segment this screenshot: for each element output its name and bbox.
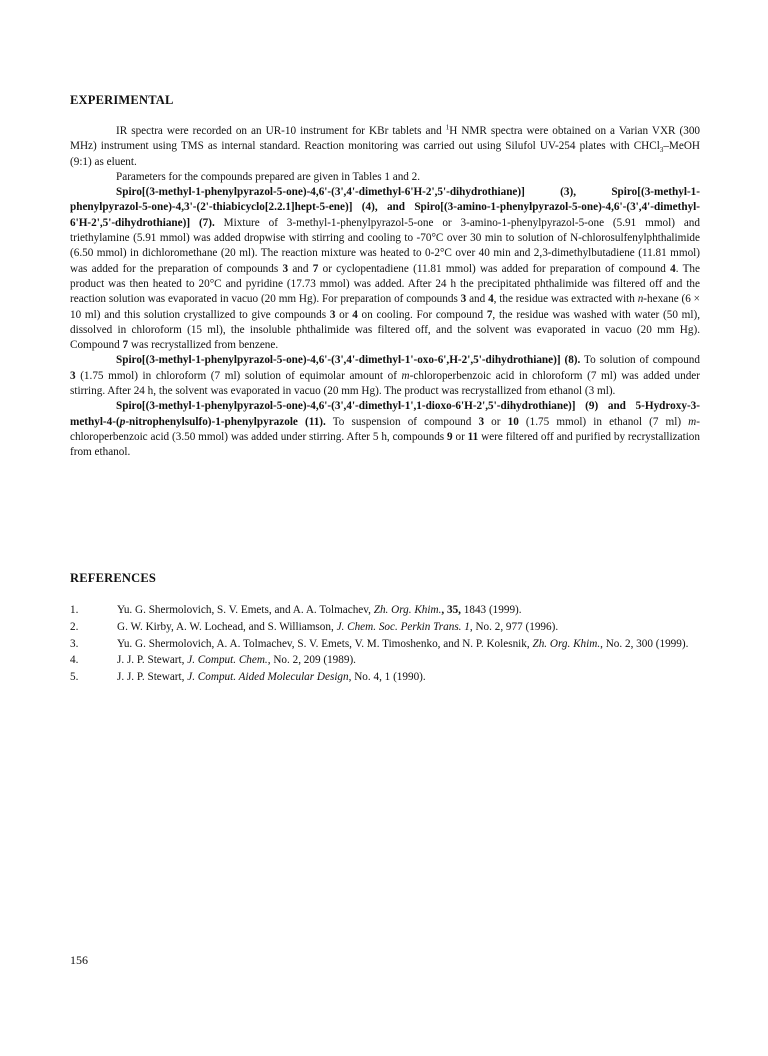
reference-item	[70, 670, 700, 685]
text-run: , the residue was extracted with	[493, 293, 638, 306]
compound-number: 10	[507, 415, 519, 428]
paragraph-synthesis-3-4-7	[70, 185, 700, 353]
text-run: –MeOH (9:1) as eluent.	[70, 140, 700, 168]
compound-number: 4	[670, 262, 676, 275]
text-run: or	[452, 430, 468, 443]
paragraph-synthesis-8	[70, 353, 700, 399]
text-run: Spiro[(3-methyl-1-phenylpyrazol-5-one)-4,6'-(3',4'-dimethyl-1',1-dioxo-6'H-2',5'-dihydrothiane)] (9) and 5-Hydroxy-3-methyl-4-(	[70, 400, 700, 428]
references-section	[70, 571, 700, 586]
italic-prefix: m	[401, 369, 410, 382]
page-number: 156	[70, 953, 88, 967]
text-run: , No. 2, 209 (1989).	[267, 654, 356, 667]
reference-number: 1.	[70, 604, 79, 616]
text-run: was recrystallized from benzene.	[128, 339, 279, 352]
reference-number: 3.	[70, 637, 79, 650]
text-run: -hexane (6 × 10 ml) and this solution crystallized to give compounds	[70, 293, 700, 321]
compound-number: 3	[282, 262, 289, 275]
compound-title: Spiro[(3-methyl-1-phenylpyrazol-5-one)-4,6'-(3',4'-dimethyl-1'-oxo-6',H-2',5'-dihydrothiane)] (8).	[116, 354, 581, 367]
text-run: J. J. P. Stewart,	[117, 654, 188, 667]
reference-number: 5.	[70, 671, 79, 684]
compound-number: 3	[70, 369, 76, 382]
text-run: on cooling. For compound	[357, 308, 487, 321]
text-run: -nitrophenylsulfo)-1-phenylpyrazole (11).	[125, 415, 326, 428]
paragraph-instruments	[70, 124, 700, 170]
compound-number: 11	[467, 430, 479, 443]
superscript: 1	[445, 123, 450, 132]
text-run: . The product was then heated to 20°C and pyridine (17.73 mmol) was added. After 24 h the precipitated phthalimide was filtered off and the reaction solution was evaporated in vacuo (20 mm Hg). For preparation of compounds	[70, 262, 700, 306]
text-run: J. J. P. Stewart,	[117, 671, 188, 684]
reference-item	[70, 603, 700, 618]
text-run: 1843 (1999).	[463, 604, 522, 616]
reference-number: 4.	[70, 654, 79, 667]
experimental-body	[70, 124, 700, 461]
text-run: G. W. Kirby, A. W. Lochead, and S. Williamson,	[117, 620, 337, 633]
reference-item	[70, 653, 700, 668]
reference-item	[70, 620, 700, 635]
journal-name: J. Comput. Aided Molecular Design	[187, 671, 349, 684]
text-run: (1.75 mmol) in chloroform (7 ml) solution of equimolar amount of	[75, 369, 402, 382]
text-run: -chloroperbenzoic acid (3.50 mmol) was added under stirring. After 5 h, compounds	[70, 415, 700, 443]
subscript: 3	[659, 146, 664, 155]
experimental-section	[70, 93, 700, 108]
text-run: , No. 2, 977 (1996).	[469, 620, 559, 633]
text-run: or	[335, 308, 353, 321]
compound-title: Spiro[(3-methyl-1-phenylpyrazol-5-one)-4,6'-(3',4'-dimethyl-6'H-2',5'-dihydrothiane)] (3), Spiro[(3-methyl-1-phenylpyrazol-5-one)-4,3'-(2'-thiabicyclo[2.2.1]hept-5-ene)] (4), and Spiro[(3-amino-1-phenylpyrazol-5-one)-4,6'-(3',4'-dimethyl-6'H-2',5'-dihydrothiane)] (7).	[70, 186, 700, 229]
text-run: , No. 2, 300 (1999).	[600, 637, 689, 650]
text-run: or cyclopentadiene (11.81 mmol) was added for preparation of compound	[318, 262, 671, 275]
compound-number: 3	[478, 415, 485, 428]
volume: , 35,	[441, 604, 464, 616]
journal-name: J. Comput. Chem.	[187, 654, 268, 667]
reference-number: 2.	[70, 620, 79, 633]
text-run: , the residue was washed with water (50 ml), dissolved in chloroform (15 ml), the insoluble phthalimide was filtered off, and the solvent was evaporated in vacuo (20 mm Hg). Compound	[70, 308, 700, 352]
journal-name: J. Chem. Soc. Perkin Trans. 1	[336, 620, 470, 633]
text-run: To solution of compound	[580, 354, 700, 367]
compound-number: 7	[122, 339, 129, 352]
text-run: Mixture of 3-methyl-1-phenylpyrazol-5-one or 3-amino-1-phenylpyrazol-5-one (5.91 mmol) and triethylamine (5.91 mmol) was added dropwise with stirring and cooling to -70°C over 30 min to solution of N-chlorosulfenylphthalimide (6.50 mmol) in dichloromethane (20 ml). The reaction mixture was heated to 0-2°C over 40 min and 2,3-dimethylbutadiene (11.81 mmol) was added for the preparation of compounds	[70, 216, 700, 275]
compound-number: 3	[460, 293, 467, 306]
italic-prefix: n	[637, 293, 644, 306]
experimental-heading: EXPERIMENTAL	[70, 93, 174, 107]
text-run: and	[288, 262, 313, 275]
text-run: or	[484, 415, 508, 428]
references-list	[70, 603, 700, 687]
journal-name: Zh. Org. Khim.	[373, 604, 442, 616]
text-run: were filtered off and purified by recrystallization from ethanol.	[70, 430, 700, 459]
text-run: -chloroperbenzoic acid in chloroform (7 ml) was added under stirring. After 24 h, the solvent was evaporated in vacuo (20 mm Hg). The product was recrystallized from ethanol (3 ml).	[70, 369, 700, 398]
compound-number: 3	[329, 308, 336, 321]
italic-prefix: m	[688, 415, 697, 428]
text-run: To suspension of compound	[325, 415, 479, 428]
compound-number: 9	[447, 430, 453, 443]
compound-number: 4	[488, 293, 494, 306]
text-run: and	[466, 293, 489, 306]
text-run: Yu. G. Shermolovich, S. V. Emets, and A. A. Tolmachev,	[117, 604, 374, 616]
compound-number: 7	[312, 262, 319, 275]
compound-number: 4	[352, 308, 358, 321]
text-run: H NMR spectra were obtained on a Varian VXR (300 MHz) instrument using TMS as internal standard. Reaction monitoring was carried out using Silufol UV-254 plates with CHCl	[70, 125, 701, 153]
italic-prefix: p	[119, 415, 126, 428]
text-run: Yu. G. Shermolovich, A. A. Tolmachev, S. V. Emets, V. M. Timoshenko, and N. P. Kolesnik,	[117, 637, 533, 650]
references-heading: REFERENCES	[70, 571, 157, 585]
compound-number: 7	[486, 308, 493, 321]
journal-name: Zh. Org. Khim.	[532, 637, 601, 650]
text-run: , No. 4, 1 (1990).	[348, 671, 426, 684]
text-run: (1.75 mmol) in ethanol (7 ml)	[518, 415, 689, 428]
paragraph-parameters: Parameters for the compounds prepared are given in Tables 1 and 2.	[116, 170, 421, 183]
text-run: IR spectra were recorded on an UR-10 instrument for KBr tablets and	[116, 125, 446, 137]
paragraph-synthesis-9-11	[70, 399, 700, 460]
reference-item	[70, 637, 700, 652]
